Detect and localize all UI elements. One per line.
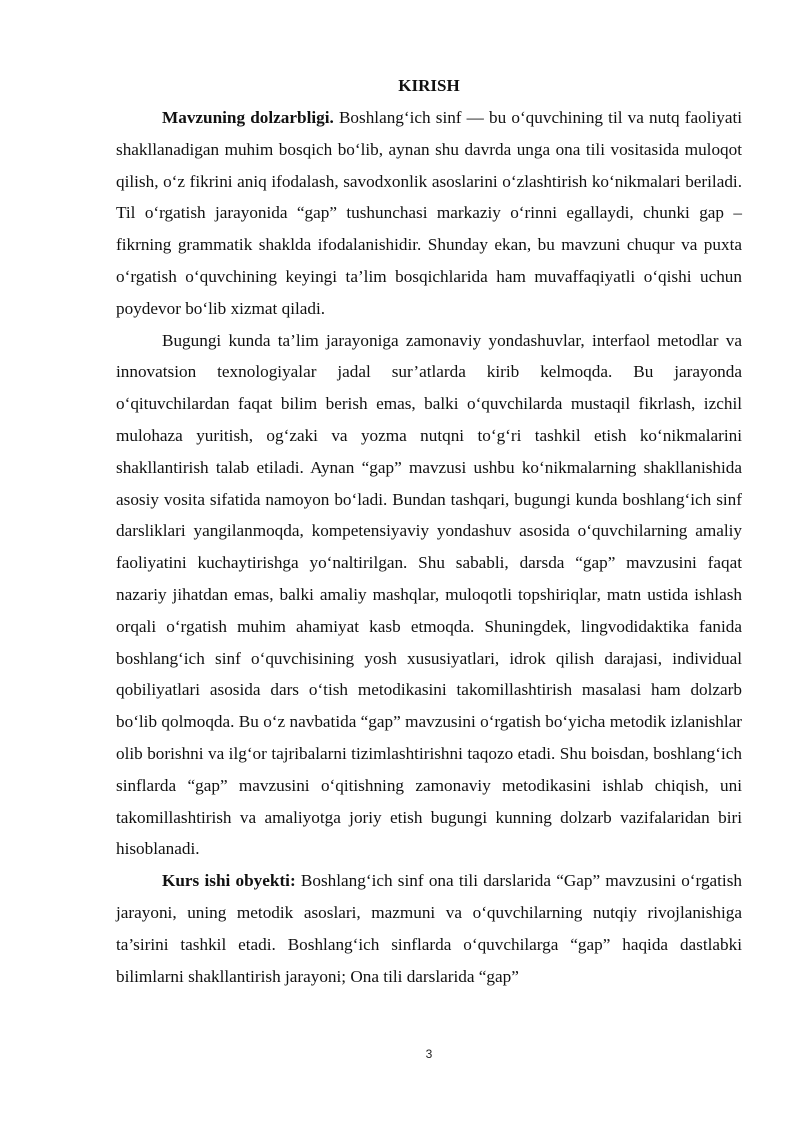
page-title: KIRISH — [398, 76, 460, 95]
paragraph-lead: Kurs ishi obyekti: — [162, 871, 296, 891]
paragraph-text: Boshlang‘ich sinf — bu o‘quvchining til va nutq faoliyati shakllanadigan muhim bosqich bo‘lib, aynan shu davrda unga ona tili vositasida muloqot qilish, o‘z fikrini aniq ifodalash, savodxonlik asoslarini o‘zlashtirish ko‘nikmalari beriladi. Til o‘rgatish jarayonida “gap” tushunchasi markaziy o‘rinni egallaydi, chunki gap – fikrning grammatik shaklda ifodalanishidir. Shunday ekan, bu mavzuni chuqur va puxta o‘rgatish o‘quvchining keyingi ta’lim bosqichlarida ham muvaffaqiyatli o‘qishi uchun poydevor bo‘lib xizmat qiladi. — [116, 108, 742, 318]
paragraph-modern-approaches — [116, 325, 742, 866]
paragraph-text: Boshlang‘ich sinf ona tili darslarida “Gap” mavzusini o‘rgatish jarayoni, uning metodik asoslari, mazmuni va o‘quvchilarning nutqiy rivojlanishiga ta’sirini tashkil etadi. Boshlang‘ich sinflarda o‘quvchilarga “gap” haqida dastlabki bilimlarni shakllantirish jarayoni; Ona tili darslarida “gap” — [116, 871, 742, 986]
paragraph-text: Bugungi kunda ta’lim jarayoniga zamonaviy yondashuvlar, interfaol metodlar va innovatsion texnologiyalar jadal sur’atlarda kirib kelmoqda. Bu jarayonda o‘qituvchilardan faqat bilim berish emas, balki o‘quvchilarda mustaqil fikrlash, izchil mulohaza yuritish, og‘zaki va yozma nutqni to‘g‘ri tashkil etish ko‘nikmalarini shakllantirish talab etiladi. Aynan “gap” mavzusi ushbu ko‘nikmalarning shakllanishida asosiy vosita sifatida namoyon bo‘ladi. Bundan tashqari, bugungi kunda boshlang‘ich sinf darsliklari yangilanmoqda, kompetensiyaviy yondashuv asosida o‘quvchilarning amaliy faoliyatini kuchaytirishga yo‘naltirilgan. Shu sababli, darsda “gap” mavzusini faqat nazariy jihatdan emas, balki amaliy mashqlar, muloqotli topshiriqlar, matn ustida ishlash orqali o‘rgatish muhim ahamiyat kasb etmoqda. Shuningdek, lingvodidaktika fanida boshlang‘ich sinf o‘quvchisining yosh xususiyatlari, idrok qilish darajasi, individual qobiliyatlari asosida dars o‘tish metodikasini takomillashtirish masalasi ham dolzarb bo‘lib qolmoqda. Bu o‘z navbatida “gap” mavzusini o‘rgatish bo‘yicha metodik izlanishlar olib borishni va ilg‘or tajribalarni tizimlashtirishni taqozo etadi. Shu boisdan, boshlang‘ich sinflarda “gap” mavzusini o‘qitishning zamonaviy metodikasini ishlab chiqish, uni takomillashtirish va amaliyotga joriy etish bugungi kunning dolzarb vazifalaridan biri hisoblanadi. — [116, 330, 742, 859]
paragraph-relevance — [116, 102, 742, 325]
page-number: 3 — [425, 1047, 433, 1061]
paragraph-course-object — [116, 865, 742, 992]
paragraph-lead: Mavzuning dolzarbligi. — [162, 108, 334, 127]
document-page — [116, 70, 742, 992]
